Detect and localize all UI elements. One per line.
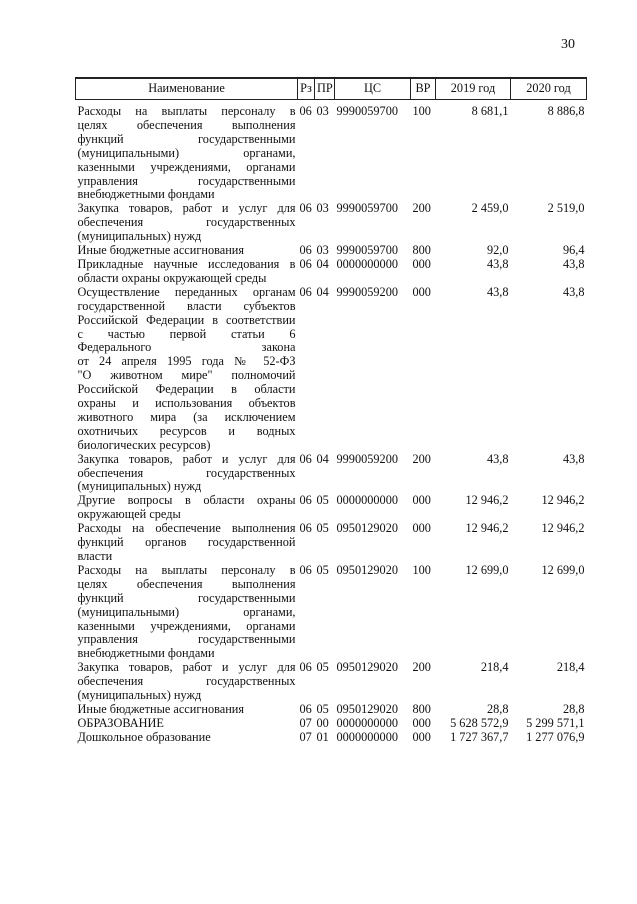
row-name-line: (муниципальными) органами, xyxy=(77,145,296,160)
row-name xyxy=(76,202,298,244)
cell-2019: 5 628 572,9 xyxy=(450,715,509,730)
cell-pr: 04 xyxy=(316,451,329,466)
column-header-vr: ВР xyxy=(411,78,436,100)
cell-2019: 28,8 xyxy=(486,701,509,716)
cell-2020: 1 277 076,9 xyxy=(526,729,585,744)
cell-2019: 8 681,1 xyxy=(471,104,509,118)
table-row xyxy=(76,564,587,661)
cell-2020: 5 299 571,1 xyxy=(526,715,585,730)
cell-pr: 05 xyxy=(316,701,329,716)
cell-rz: 06 xyxy=(299,451,312,466)
cell-cs: 9990059700 xyxy=(336,201,398,216)
cell-2019: 2 459,0 xyxy=(471,201,509,216)
cell-cs: 0950129020 xyxy=(336,660,398,675)
cell-rz: 06 xyxy=(299,660,312,675)
row-name-line: казенными учреждениями, органами xyxy=(77,159,296,174)
table-row xyxy=(76,717,587,731)
cell-2020: 96,4 xyxy=(562,243,585,258)
cell-pr: 03 xyxy=(316,243,329,258)
table-row xyxy=(76,494,587,522)
cell-rz: 06 xyxy=(299,493,312,508)
page-number: 30 xyxy=(561,37,575,52)
cell-2020: 12 699,0 xyxy=(541,562,585,577)
column-header-rz: Рз xyxy=(298,78,315,100)
row-name xyxy=(76,564,298,661)
cell-vr: 000 xyxy=(412,521,431,536)
cell-2020: 43,8 xyxy=(562,284,585,299)
cell-2020: 12 946,2 xyxy=(541,521,585,536)
table-row xyxy=(76,100,587,203)
cell-cs: 9990059200 xyxy=(336,284,398,299)
table-body xyxy=(76,100,587,745)
row-name-line: функций государственными xyxy=(77,590,296,605)
cell-cs: 0950129020 xyxy=(336,562,398,577)
cell-2019: 43,8 xyxy=(486,284,509,299)
cell-2019: 92,0 xyxy=(486,243,509,258)
row-name-line: управления государственными xyxy=(77,632,296,647)
cell-pr: 01 xyxy=(316,729,329,744)
row-name-line: с частью первой статьи 6 xyxy=(77,326,296,341)
row-name xyxy=(76,100,298,203)
cell-vr: 200 xyxy=(412,451,431,466)
row-name-line: казенными учреждениями, органами xyxy=(77,618,296,633)
cell-2020: 8 886,8 xyxy=(547,104,585,118)
cell-2020: 43,8 xyxy=(562,451,585,466)
cell-rz: 07 xyxy=(299,729,312,744)
row-name xyxy=(76,717,298,731)
row-name-line: охраны и использования объектов xyxy=(77,396,296,411)
row-name xyxy=(76,522,298,564)
cell-2019: 12 946,2 xyxy=(465,521,509,536)
row-name-line: Федерального закона xyxy=(77,340,296,355)
row-name-line: Иные бюджетные ассигнования xyxy=(77,701,245,716)
table-row xyxy=(76,731,587,745)
cell-cs: 9990059700 xyxy=(336,243,398,258)
cell-rz: 06 xyxy=(299,243,312,258)
cell-cs: 0950129020 xyxy=(336,701,398,716)
cell-rz: 07 xyxy=(299,715,312,730)
row-name-line: охотничьих ресурсов и водных xyxy=(77,423,296,438)
row-name-line: Дошкольное образование xyxy=(77,729,211,744)
row-name-line: Российской Федерации в соответствии xyxy=(77,312,296,327)
row-name-line: Иные бюджетные ассигнования xyxy=(77,243,245,258)
cell-vr: 000 xyxy=(412,284,431,299)
cell-pr: 04 xyxy=(316,284,329,299)
cell-cs: 0950129020 xyxy=(336,521,398,536)
cell-2020: 43,8 xyxy=(562,256,585,271)
row-name-line: целях обеспечения выполнения xyxy=(77,576,296,591)
cell-vr: 000 xyxy=(412,256,431,271)
row-name-line: функций органов государственной xyxy=(77,535,296,550)
cell-2019: 43,8 xyxy=(486,256,509,271)
cell-rz: 06 xyxy=(299,562,312,577)
row-name-line: области охраны окружающей среды xyxy=(77,270,267,285)
column-header-pr: ПР xyxy=(315,78,335,100)
cell-rz: 06 xyxy=(299,104,312,118)
cell-2020: 28,8 xyxy=(562,701,585,716)
cell-vr: 000 xyxy=(412,493,431,508)
cell-2019: 43,8 xyxy=(486,451,509,466)
table-row xyxy=(76,453,587,495)
cell-vr: 800 xyxy=(412,701,431,716)
cell-pr: 03 xyxy=(316,104,329,118)
cell-rz: 06 xyxy=(299,284,312,299)
cell-rz: 06 xyxy=(299,701,312,716)
cell-cs: 0000000000 xyxy=(336,729,398,744)
row-name-line: (муниципальных) нужд xyxy=(77,229,202,244)
cell-cs: 9990059700 xyxy=(336,104,398,118)
row-name-line: Российской Федерации в области xyxy=(77,382,296,397)
table-header-row xyxy=(76,78,587,100)
table-row xyxy=(76,522,587,564)
row-name-line: биологических ресурсов) xyxy=(77,437,211,452)
row-name-line: обеспечения государственных xyxy=(77,465,296,480)
table-row xyxy=(76,661,587,703)
cell-rz: 06 xyxy=(299,521,312,536)
table-row xyxy=(76,202,587,244)
cell-pr: 05 xyxy=(316,562,329,577)
cell-vr: 000 xyxy=(412,729,431,744)
cell-pr: 05 xyxy=(316,521,329,536)
row-name-line: Расходы на выплаты персоналу в xyxy=(77,104,296,118)
cell-vr: 200 xyxy=(412,660,431,675)
cell-pr: 03 xyxy=(316,201,329,216)
row-name-line: Расходы на выплаты персоналу в xyxy=(77,562,296,577)
cell-2019: 12 699,0 xyxy=(465,562,509,577)
table-row xyxy=(76,703,587,717)
row-name-line: (муниципальных) нужд xyxy=(77,688,202,703)
row-name-line: Закупка товаров, работ и услуг для xyxy=(77,201,296,216)
row-name xyxy=(76,286,298,453)
cell-2019: 1 727 367,7 xyxy=(450,729,509,744)
row-name-line: внебюджетными фондами xyxy=(77,187,215,202)
cell-pr: 04 xyxy=(316,256,329,271)
cell-vr: 000 xyxy=(412,715,431,730)
row-name xyxy=(76,453,298,495)
row-name xyxy=(76,258,298,286)
row-name-line: ОБРАЗОВАНИЕ xyxy=(77,715,164,730)
cell-cs: 0000000000 xyxy=(336,493,398,508)
cell-vr: 200 xyxy=(412,201,431,216)
cell-2020: 218,4 xyxy=(556,660,585,675)
cell-vr: 800 xyxy=(412,243,431,258)
row-name-line: функций государственными xyxy=(77,131,296,146)
row-name-line: обеспечения государственных xyxy=(77,674,296,689)
row-name xyxy=(76,494,298,522)
row-name-line: Закупка товаров, работ и услуг для xyxy=(77,451,296,466)
row-name xyxy=(76,703,298,717)
cell-pr: 00 xyxy=(316,715,329,730)
row-name-line: власти xyxy=(77,549,113,563)
cell-rz: 06 xyxy=(299,201,312,216)
cell-rz: 06 xyxy=(299,256,312,271)
cell-pr: 05 xyxy=(316,660,329,675)
row-name-line: внебюджетными фондами xyxy=(77,646,215,661)
row-name-line: обеспечения государственных xyxy=(77,215,296,230)
row-name-line: животного мира (за исключением xyxy=(77,409,296,424)
row-name-line: Прикладные научные исследования в xyxy=(77,256,296,271)
cell-pr: 05 xyxy=(316,493,329,508)
row-name-line: управления государственными xyxy=(77,173,296,188)
row-name-line: (муниципальными) органами, xyxy=(77,604,296,619)
row-name-line: Осуществление переданных органам xyxy=(77,284,296,299)
cell-vr: 100 xyxy=(412,562,431,577)
table-row xyxy=(76,286,587,453)
cell-2019: 218,4 xyxy=(480,660,509,675)
cell-cs: 0000000000 xyxy=(336,256,398,271)
row-name-line: государственной власти субъектов xyxy=(77,298,296,313)
row-name-line: Другие вопросы в области охраны xyxy=(77,493,296,508)
row-name-line: Расходы на обеспечение выполнения xyxy=(77,521,296,536)
table-row xyxy=(76,258,587,286)
column-header-name: Наименование xyxy=(76,78,298,100)
row-name xyxy=(76,244,298,258)
row-name-line: окружающей среды xyxy=(77,507,181,522)
row-name-line: "О животном мире" полномочий xyxy=(77,368,296,383)
row-name xyxy=(76,661,298,703)
cell-cs: 9990059200 xyxy=(336,451,398,466)
column-header-2020: 2020 год xyxy=(511,78,587,100)
row-name-line: Закупка товаров, работ и услуг для xyxy=(77,660,296,675)
table-row xyxy=(76,244,587,258)
column-header-cs: ЦС xyxy=(335,78,411,100)
cell-vr: 100 xyxy=(412,104,431,118)
row-name-line: (муниципальных) нужд xyxy=(77,479,202,494)
row-name-line: целях обеспечения выполнения xyxy=(77,117,296,132)
cell-2020: 2 519,0 xyxy=(547,201,585,216)
cell-2019: 12 946,2 xyxy=(465,493,509,508)
column-header-2019: 2019 год xyxy=(436,78,511,100)
budget-table xyxy=(75,77,587,745)
row-name-line: от 24 апреля 1995 года № 52-ФЗ xyxy=(77,354,296,369)
cell-2020: 12 946,2 xyxy=(541,493,585,508)
cell-cs: 0000000000 xyxy=(336,715,398,730)
row-name xyxy=(76,731,298,745)
